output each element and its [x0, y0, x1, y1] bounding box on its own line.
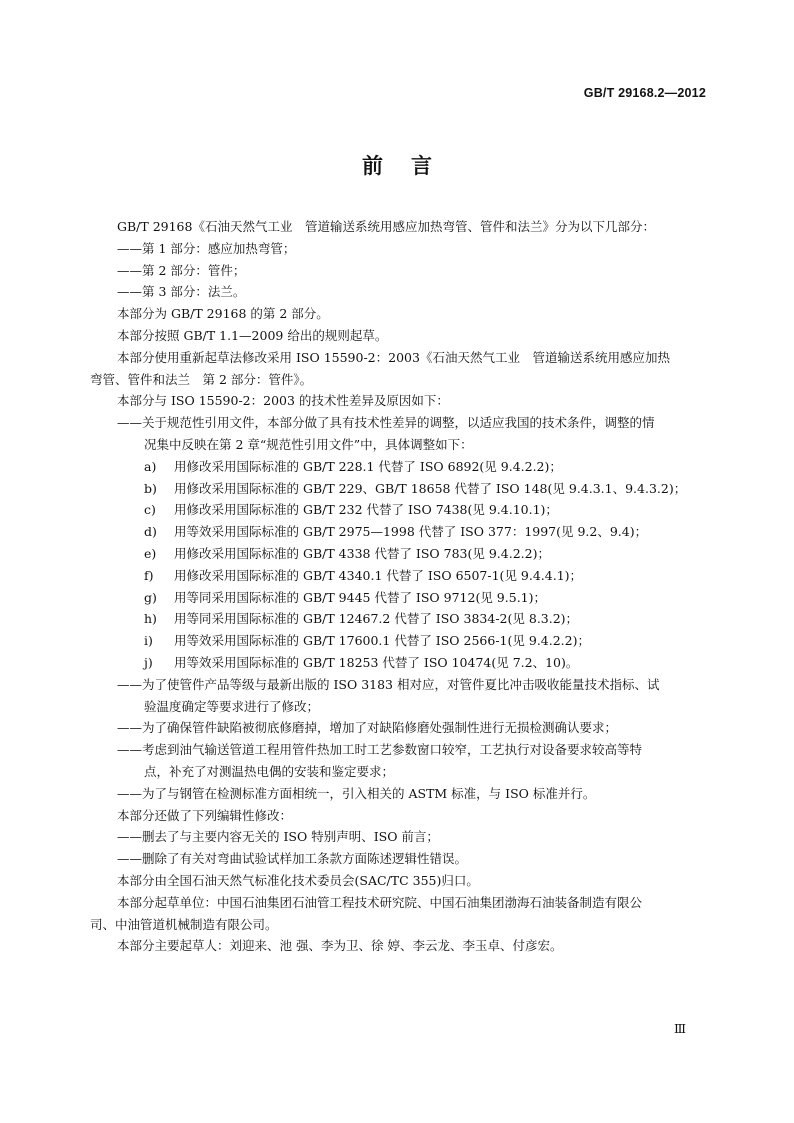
standard-number: GB/T 29168.2—2012: [583, 86, 706, 100]
list-item: ——删除了有关对弯曲试验试样加工条款方面陈述逻辑性错误。: [117, 851, 468, 867]
list-item: ——考虑到油气输送管道工程用管件热加工时工艺参数窗口较窄，工艺执行对设备要求较高等特: [117, 742, 643, 758]
sub-list-item: [90, 565, 706, 587]
list-item: ——为了与钢管在检测标准方面相统一，引入相关的 ASTM 标准，与 ISO 标准并行。: [117, 785, 596, 801]
sub-list-label: j): [144, 654, 153, 670]
list-item: ——为了使管件产品等级与最新出版的 ISO 3183 相对应，对管件夏比冲击吸收能量技术指标、试: [117, 676, 660, 692]
sub-list-item: [90, 543, 706, 565]
paragraph: 本部分主要起草人：刘迎来、池 强、李为卫、徐 婷、李云龙、李玉卓、付彦宏。: [117, 938, 563, 954]
page-number: Ⅲ: [673, 1021, 686, 1036]
list-item: ——关于规范性引用文件，本部分做了具有技术性差异的调整，以适应我国的技术条件，调整的情: [117, 415, 655, 431]
sub-list-item: [90, 587, 706, 609]
list-item: ——第 3 部分：法兰。: [117, 284, 246, 300]
sub-list-item: [90, 499, 706, 521]
sub-list-text: 用修改采用国际标准的 GB/T 4338 代替了 ISO 783(见 9.4.2.2)；: [174, 545, 550, 561]
sub-list-label: d): [144, 524, 157, 540]
paragraph: 本部分由全国石油天然气标准化技术委员会(SAC/TC 355)归口。: [117, 872, 479, 888]
sub-list-item: [90, 478, 706, 500]
sub-list-text: 用等效采用国际标准的 GB/T 2975—1998 代替了 ISO 377：1997(见 9.2、9.4)；: [174, 524, 648, 540]
paragraph: 本部分起草单位：中国石油集团石油管工程技术研究院、中国石油集团渤海石油装备制造有限公: [117, 894, 643, 910]
sub-list-item: [90, 652, 706, 674]
paragraph-continuation: 司、中油管道机械制造有限公司。: [90, 916, 278, 932]
sub-list-label: e): [144, 545, 157, 561]
list-item: ——第 2 部分：管件；: [117, 262, 246, 278]
sub-list-text: 用等同采用国际标准的 GB/T 9445 代替了 ISO 9712(见 9.5.1)；: [174, 589, 546, 605]
sub-list-text: 用等效采用国际标准的 GB/T 17600.1 代替了 ISO 2566-1(见 9.4.2.2)；: [174, 633, 590, 649]
list-item: ——为了确保管件缺陷被彻底修磨掉，增加了对缺陷修磨处强制性进行无损检测确认要求；: [117, 720, 618, 736]
paragraph: 本部分按照 GB/T 1.1—2009 给出的规则起草。: [117, 327, 388, 343]
sub-list-label: b): [144, 480, 157, 496]
sub-list-item: [90, 456, 706, 478]
paragraph: GB/T 29168《石油天然气工业 管道输送系统用感应加热弯管、管件和法兰》分为以下几部分：: [117, 219, 655, 234]
sub-list-text: 用修改采用国际标准的 GB/T 228.1 代替了 ISO 6892(见 9.4.2.2)；: [174, 458, 562, 474]
sub-list-label: f): [144, 567, 154, 583]
sub-list-label: c): [144, 502, 156, 518]
sub-list-label: h): [144, 611, 157, 627]
document-body: [90, 216, 706, 957]
list-item: ——第 1 部分：感应加热弯管；: [117, 240, 296, 256]
list-item-continuation: 况集中反映在第 2 章“规范性引用文件”中，具体调整如下：: [144, 436, 473, 452]
sub-list-text: 用等效采用国际标准的 GB/T 18253 代替了 ISO 10474(见 7.2、10)。: [174, 654, 579, 670]
sub-list-label: g): [144, 589, 157, 605]
sub-list-item: [90, 521, 706, 543]
list-item: ——删去了与主要内容无关的 ISO 特别声明、ISO 前言；: [117, 829, 439, 845]
paragraph: 本部分使用重新起草法修改采用 ISO 15590-2：2003《石油天然气工业 管道输送系统用感应加热: [117, 349, 670, 365]
sub-list-text: 用修改采用国际标准的 GB/T 229、GB/T 18658 代替了 ISO 148(见 9.4.3.1、9.4.3.2)；: [174, 480, 687, 496]
sub-list-text: 用等同采用国际标准的 GB/T 12467.2 代替了 ISO 3834-2(见 8.3.2)；: [174, 611, 579, 627]
list-item-continuation: 验温度确定等要求进行了修改；: [144, 698, 320, 714]
sub-list-item: [90, 630, 706, 652]
sub-list-text: 用修改采用国际标准的 GB/T 4340.1 代替了 ISO 6507-1(见 9.4.4.1)；: [174, 567, 583, 583]
paragraph: 本部分与 ISO 15590-2：2003 的技术性差异及原因如下：: [117, 393, 449, 409]
paragraph-continuation: 弯管、管件和法兰 第 2 部分：管件》。: [90, 371, 313, 387]
sub-list-label: a): [144, 458, 157, 474]
sub-list-label: i): [144, 633, 153, 649]
sub-list-text: 用修改采用国际标准的 GB/T 232 代替了 ISO 7438(见 9.4.10.1)；: [174, 502, 558, 518]
list-item-continuation: 点，补充了对测温热电偶的安装和鉴定要求；: [144, 763, 395, 779]
paragraph: 本部分还做了下列编辑性修改：: [117, 807, 293, 823]
sub-list-item: [90, 608, 706, 630]
paragraph: 本部分为 GB/T 29168 的第 2 部分。: [117, 306, 329, 322]
page-title: 前言: [362, 154, 460, 178]
